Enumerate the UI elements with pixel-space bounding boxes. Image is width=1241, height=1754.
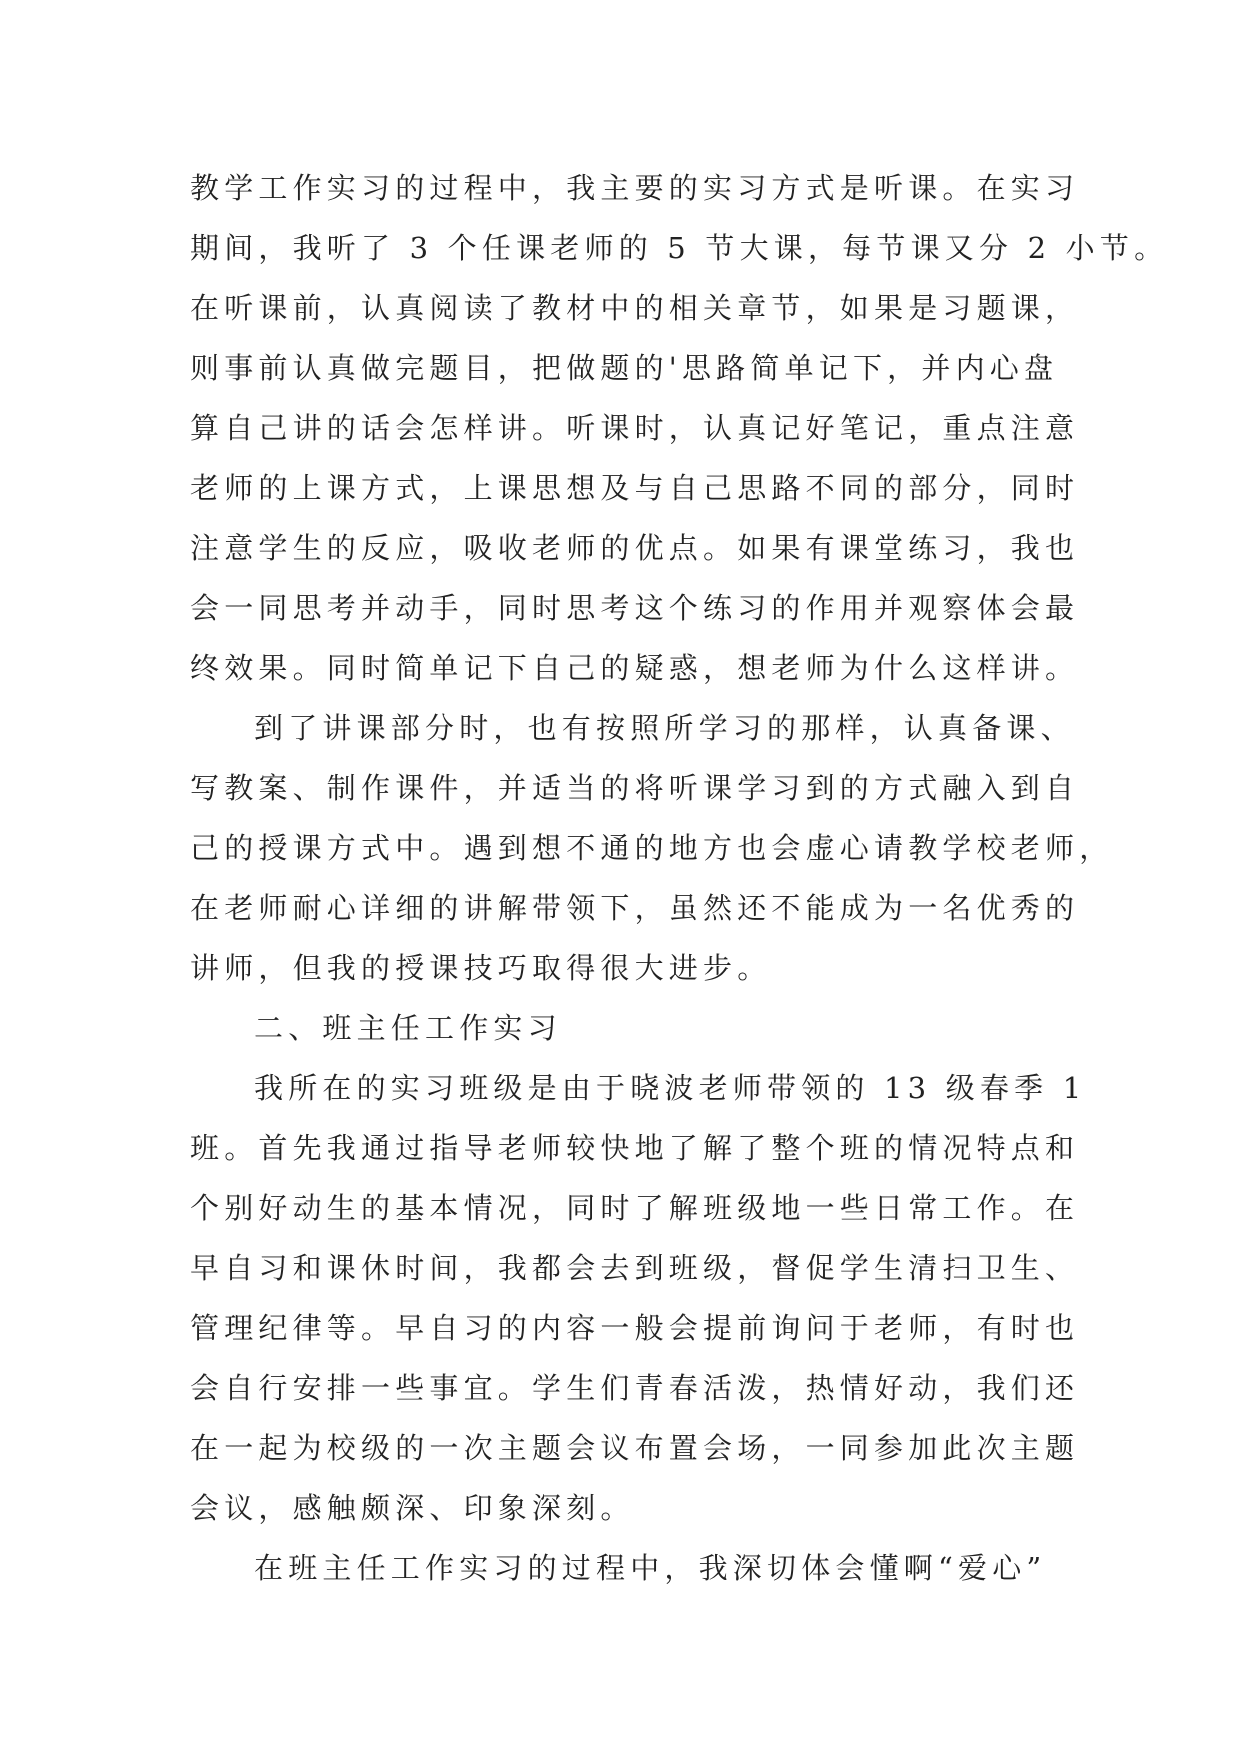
text-line: 老师的上课方式，上课思想及与自己思路不同的部分，同时 — [190, 471, 1080, 505]
text-line: 在听课前，认真阅读了教材中的相关章节，如果是习题课， — [190, 291, 1080, 325]
text-line: 己的授课方式中。遇到想不通的地方也会虚心请教学校老师， — [190, 831, 1114, 865]
paragraph-start-line: 我所在的实习班级是由于晓波老师带领的 13 级春季 1 — [254, 1071, 1087, 1105]
section-heading: 二、班主任工作实习 — [254, 1011, 562, 1045]
text-line: 写教案、制作课件，并适当的将听课学习到的方式融入到自 — [190, 771, 1080, 805]
text-line: 在一起为校级的一次主题会议布置会场，一同参加此次主题 — [190, 1431, 1080, 1465]
text-line: 则事前认真做完题目，把做题的'思路简单记下，并内心盘 — [190, 351, 1059, 385]
paragraph-start-line: 在班主任工作实习的过程中，我深切体会懂啊“爱心” — [254, 1551, 1047, 1585]
text-line: 班。首先我通过指导老师较快地了解了整个班的情况特点和 — [190, 1131, 1080, 1165]
text-line: 会自行安排一些事宜。学生们青春活泼，热情好动，我们还 — [190, 1371, 1080, 1405]
text-line: 终效果。同时简单记下自己的疑惑，想老师为什么这样讲。 — [190, 651, 1080, 685]
text-line: 在老师耐心详细的讲解带领下，虽然还不能成为一名优秀的 — [190, 891, 1080, 925]
text-line: 注意学生的反应，吸收老师的优点。如果有课堂练习，我也 — [190, 531, 1080, 565]
text-line: 管理纪律等。早自习的内容一般会提前询问于老师，有时也 — [190, 1311, 1080, 1345]
text-line: 算自己讲的话会怎样讲。听课时，认真记好笔记，重点注意 — [190, 411, 1080, 445]
text-line: 讲师，但我的授课技巧取得很大进步。 — [190, 951, 772, 985]
text-line: 个别好动生的基本情况，同时了解班级地一些日常工作。在 — [190, 1191, 1080, 1225]
paragraph-start-line: 到了讲课部分时，也有按照所学习的那样，认真备课、 — [254, 711, 1075, 745]
text-line: 教学工作实习的过程中，我主要的实习方式是听课。在实习 — [190, 171, 1080, 205]
text-line: 会议，感触颇深、印象深刻。 — [190, 1491, 635, 1525]
text-line: 早自习和课休时间，我都会去到班级，督促学生清扫卫生、 — [190, 1251, 1080, 1285]
text-line: 期间，我听了 3 个任课老师的 5 节大课，每节课又分 2 小节。 — [190, 231, 1169, 265]
document-body — [190, 158, 1169, 1598]
text-line: 会一同思考并动手，同时思考这个练习的作用并观察体会最 — [190, 591, 1080, 625]
